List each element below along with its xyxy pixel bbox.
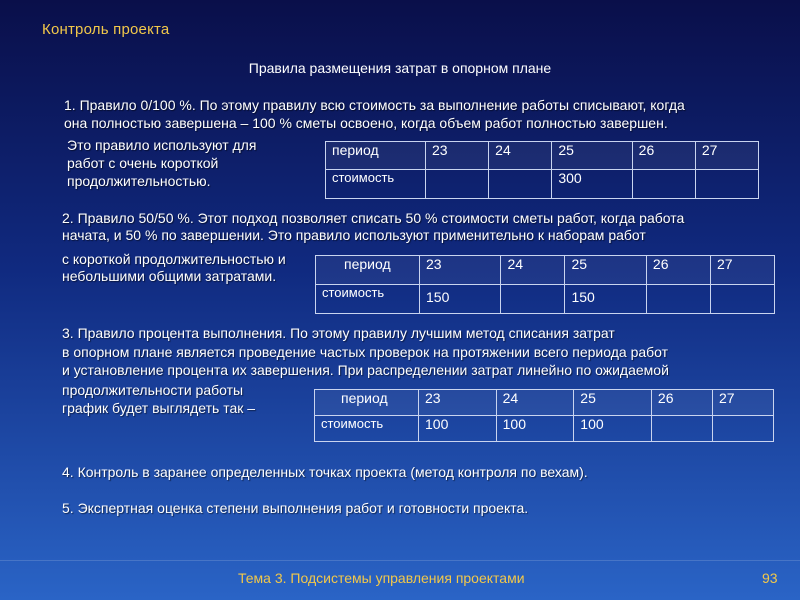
cost-cell: 100 [574, 416, 652, 442]
period-header: период [326, 142, 426, 170]
cost-table-1 [325, 141, 759, 199]
cost-cell [651, 416, 712, 442]
period-cell: 23 [419, 390, 497, 416]
rule3-line3: и установление процента их завершения. При распределении затрат линейно по ожидаемой [62, 362, 669, 378]
cost-label: стоимость [315, 416, 419, 442]
rule1-note2: работ с очень короткой [67, 155, 219, 171]
table-header-row [315, 390, 774, 416]
cost-cell: 300 [552, 170, 632, 199]
cost-label: стоимость [316, 285, 420, 314]
rule2-line2: начата, и 50 % по завершении. Это правило используют применительно к наборам работ [62, 227, 646, 243]
period-cell: 23 [426, 142, 489, 170]
cost-cell: 150 [420, 285, 501, 314]
period-cell: 26 [632, 142, 695, 170]
rule3-line4: продолжительности работы [62, 382, 244, 398]
rule4-text: 4. Контроль в заранее определенных точках проекта (метод контроля по вехам). [62, 464, 588, 480]
cost-label: стоимость [326, 170, 426, 199]
cost-cell: 150 [565, 285, 646, 314]
table-row [326, 170, 759, 199]
cost-cell [426, 170, 489, 199]
footer-divider [0, 560, 800, 561]
rule1-line1: 1. Правило 0/100 %. По этому правилу всю стоимость за выполнение работы списывают, когда [64, 97, 685, 113]
slide-header: Контроль проекта [42, 21, 170, 38]
cost-cell [710, 285, 774, 314]
rule2-line4: небольшими общими затратами. [62, 268, 277, 284]
period-cell: 25 [574, 390, 652, 416]
period-cell: 24 [496, 390, 574, 416]
period-header: период [316, 256, 420, 285]
cost-cell [489, 170, 552, 199]
cost-cell [501, 285, 565, 314]
table-row [315, 416, 774, 442]
period-cell: 24 [489, 142, 552, 170]
cost-cell: 100 [419, 416, 497, 442]
table-header-row [326, 142, 759, 170]
period-cell: 24 [501, 256, 565, 285]
period-header: период [315, 390, 419, 416]
rule1-note1: Это правило используют для [67, 137, 257, 153]
period-cell: 25 [552, 142, 632, 170]
footer-title: Тема 3. Подсистемы управления проектами [238, 570, 525, 586]
table-row [316, 285, 775, 314]
period-cell: 27 [710, 256, 774, 285]
cost-cell: 100 [496, 416, 574, 442]
period-cell: 27 [695, 142, 758, 170]
cost-table-3 [314, 389, 774, 442]
cost-table-2 [315, 255, 775, 314]
cost-cell [695, 170, 758, 199]
period-cell: 23 [420, 256, 501, 285]
table-header-row [316, 256, 775, 285]
rule3-line2: в опорном плане является проведение частых проверок на протяжении всего периода работ [62, 344, 669, 360]
cost-cell [632, 170, 695, 199]
top-frame [0, 0, 800, 3]
rule3-line1: 3. Правило процента выполнения. По этому правилу лучшим метод списания затрат [62, 325, 615, 341]
rule1-note3: продолжительностью. [67, 173, 211, 189]
cost-cell [646, 285, 710, 314]
period-cell: 25 [565, 256, 646, 285]
page-number: 93 [762, 570, 778, 586]
period-cell: 27 [712, 390, 773, 416]
rule1-line2: она полностью завершена – 100 % сметы освоено, когда объем работ полностью завершен. [64, 115, 668, 131]
rule5-text: 5. Экспертная оценка степени выполнения работ и готовности проекта. [62, 500, 529, 516]
period-cell: 26 [651, 390, 712, 416]
rule2-line3: с короткой продолжительностью и [62, 251, 286, 267]
cost-cell [712, 416, 773, 442]
rule2-line1: 2. Правило 50/50 %. Этот подход позволяет списать 50 % стоимости сметы работ, когда работа [62, 210, 685, 226]
period-cell: 26 [646, 256, 710, 285]
rule3-line5: график будет выглядеть так – [62, 400, 256, 416]
slide-subtitle: Правила размещения затрат в опорном плане [248, 60, 552, 76]
